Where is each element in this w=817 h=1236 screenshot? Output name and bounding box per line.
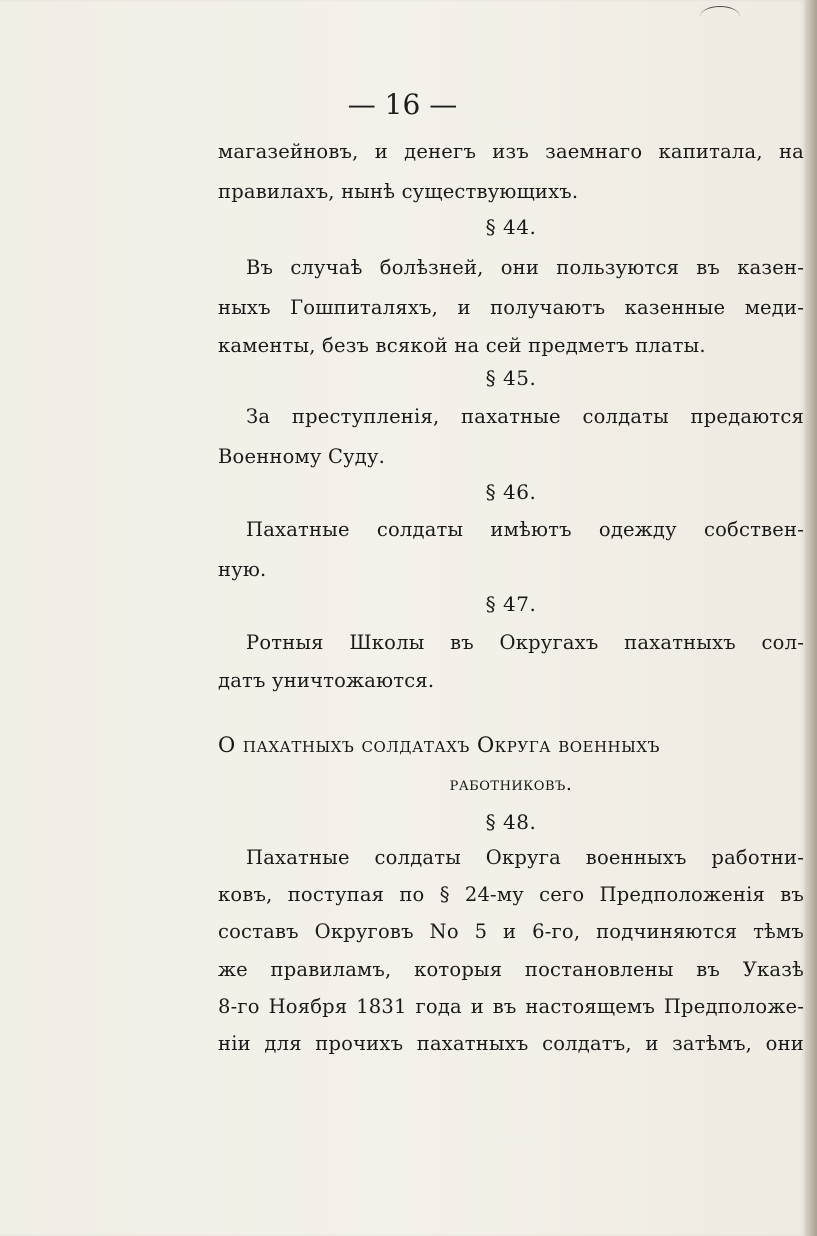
text-line: ную. — [218, 558, 267, 581]
text-line: ныхъ Гошпиталяхъ, и получаютъ казенные меди- — [218, 296, 804, 319]
section-47: § 47. — [485, 592, 537, 616]
text-line: Ротныя Школы въ Округахъ пахатныхъ сол- — [246, 631, 804, 654]
section-48: § 48. — [485, 810, 537, 834]
text-line: составъ Округовъ No 5 и 6-го, подчиняются тѣмъ — [218, 920, 804, 943]
section-44: § 44. — [485, 215, 537, 239]
text-line: каменты, безъ всякой на сей предметъ платы. — [218, 334, 706, 357]
text-line: Военному Суду. — [218, 445, 386, 468]
text-line: Пахатные солдаты имѣютъ одежду собствен- — [246, 518, 804, 541]
section-45: § 45. — [485, 366, 537, 390]
heading-line-2: работниковъ. — [449, 773, 573, 795]
text-line: Пахатные солдаты Округа военныхъ работни- — [246, 846, 804, 869]
text-line: ніи для прочихъ пахатныхъ солдатъ, и затѣмъ, они — [218, 1032, 804, 1055]
text-line: датъ уничтожаются. — [218, 669, 435, 692]
text-line: Въ случаѣ болѣзней, они пользуются въ казен- — [246, 256, 804, 279]
page-edge — [805, 0, 817, 1236]
text-line: ковъ, поступая по § 24-му сего Предположенія въ — [218, 883, 804, 906]
text-line: 8-го Ноября 1831 года и въ настоящемъ Предположе- — [218, 995, 804, 1018]
text-line: же правиламъ, которыя постановлены въ Указѣ — [218, 958, 804, 981]
text-line: За преступленія, пахатные солдаты предаются — [246, 405, 804, 428]
heading-line-1: О пахатныхъ солдатахъ Округа военныхъ — [218, 733, 660, 757]
page-number: — 16 — — [347, 88, 458, 121]
corner-mark — [700, 6, 740, 27]
section-46: § 46. — [485, 480, 537, 504]
text-line: магазейновъ, и денегъ изъ заемнаго капитала, на — [218, 140, 804, 163]
text-line: правилахъ, нынѣ существующихъ. — [218, 180, 579, 203]
